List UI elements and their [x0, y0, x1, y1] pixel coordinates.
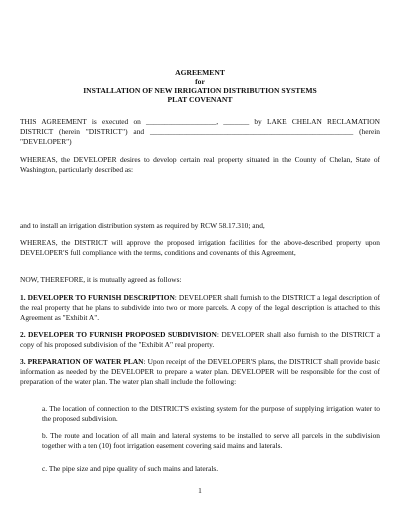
intro-paragraph: THIS AGREEMENT is executed on ___________________, _______ by LAKE CHELAN RECLAMATION DISTRICT (herein "DISTRICT") and _______________________________________________________ (herein "DEVELOPER") — [20, 117, 380, 146]
page-number: 1 — [198, 486, 202, 495]
section-3 — [20, 357, 380, 387]
whereas-description-paragraph: WHEREAS, the DEVELOPER desires to develop certain real property situated in the County of Chelan, State of Washington, particularly described as: — [20, 155, 380, 174]
section-3-heading: 3. PREPARATION OF WATER PLAN — [20, 357, 144, 366]
item-a: a. The location of connection to the DISTRICT'S existing system for the purpose of supplying irrigation water to the proposed subdivision. — [42, 404, 380, 423]
title-line-for: for — [195, 77, 205, 86]
section-1-heading: 1. DEVELOPER TO FURNISH DESCRIPTION — [20, 293, 175, 302]
section-2-heading: 2. DEVELOPER TO FURNISH PROPOSED SUBDIVISION — [20, 330, 217, 339]
section-2-text: : DEVELOPER shall also furnish to the DISTRICT a copy of his proposed subdivision of the "Exhibit A" real property. — [20, 330, 380, 349]
section-2 — [20, 330, 380, 350]
now-therefore-paragraph: NOW, THEREFORE, it is mutually agreed as follows: — [20, 275, 182, 284]
title-line-plat-covenant: PLAT COVENANT — [167, 95, 233, 104]
title-line-agreement: AGREEMENT — [175, 68, 225, 77]
section-3-text: : Upon receipt of the DEVELOPER'S plans, the DISTRICT shall provide basic information as needed by the DEVELOPER to prepare a water plan. DEVELOPER will be responsible for the cost of preparation of the water plan. The water plan shall include the following: — [20, 357, 381, 386]
whereas-approval-paragraph: WHEREAS, the DISTRICT will approve the proposed irrigation facilities for the above-described property upon DEVELOPER'S full compliance with the terms, conditions and covenants of this Agreement, — [20, 238, 380, 257]
section-1-text: : DEVELOPER shall furnish to the DISTRICT a legal description of the real property that he plans to subdivide into two or more parcels. A copy of the legal description is attached to this Agreement as "Exhibit A". — [20, 293, 381, 322]
item-b: b. The route and location of all main and lateral systems to be installed to serve all parcels in the subdivision together with a ten (10) foot irrigation easement covering said mains and laterals. — [42, 431, 380, 450]
install-paragraph: and to install an irrigation distribution system as required by RCW 58.17.310; and, — [20, 221, 265, 230]
item-c: c. The pipe size and pipe quality of such mains and laterals. — [42, 464, 219, 473]
title-line-installation: INSTALLATION OF NEW IRRIGATION DISTRIBUTION SYSTEMS — [83, 86, 317, 95]
section-1 — [20, 293, 380, 323]
